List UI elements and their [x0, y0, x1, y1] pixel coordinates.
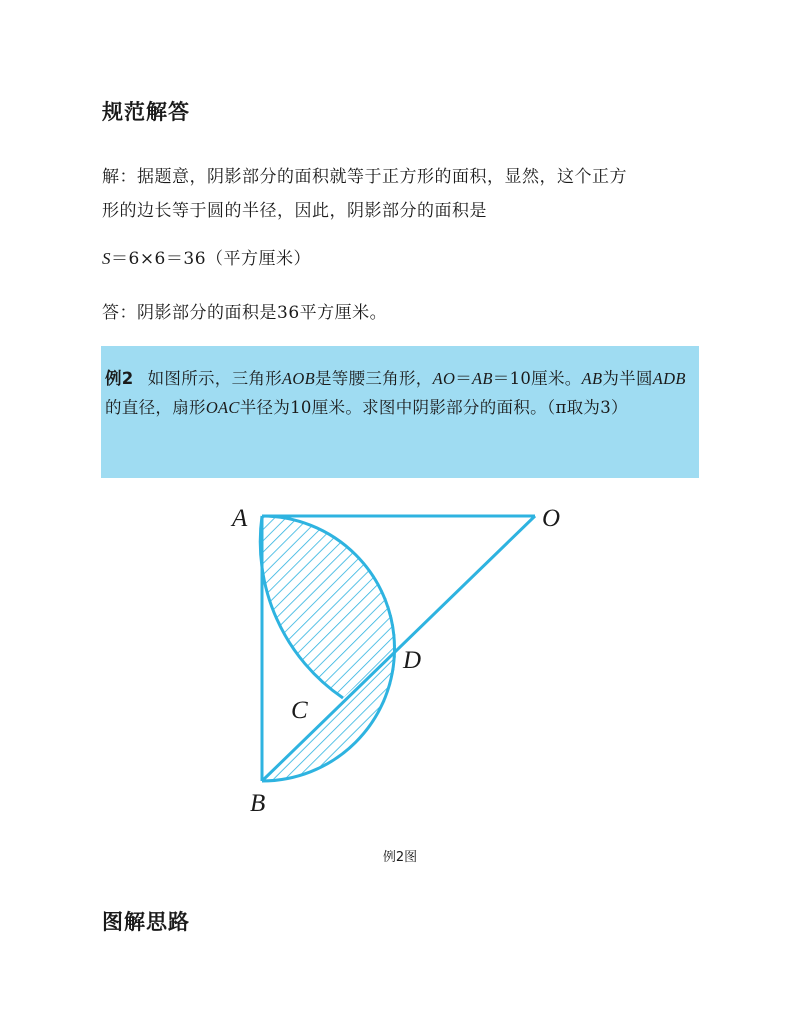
formula-expression: ＝6×6＝36（平方厘米） [111, 249, 312, 269]
section-heading-answer: 规范解答 [102, 100, 190, 124]
label-B: B [250, 790, 266, 817]
example-text-2: 是等腰三角形， [314, 369, 433, 388]
example-var-6: OAC [205, 398, 240, 417]
solution-line-1: 解：据题意，阴影部分的面积就等于正方形的面积，显然，这个正方 [102, 167, 627, 187]
figure-caption: 例2图 [382, 850, 418, 865]
example-text-1: 如图所示，三角形 [147, 369, 282, 388]
example-var-1: AOB [282, 369, 315, 388]
example-text-5: 为半圆 [602, 369, 653, 388]
label-O: O [542, 505, 561, 532]
example-var-4: AB [581, 369, 603, 388]
example-text-3: ＝ [455, 369, 473, 388]
section-heading-thinking: 图解思路 [102, 910, 190, 934]
example-text-4: ＝10厘米。 [492, 369, 582, 388]
formula-variable: S [102, 249, 111, 268]
answer-line: 答：阴影部分的面积是36平方厘米。 [102, 303, 388, 323]
label-D: D [403, 647, 422, 674]
example-label: 例2 [105, 369, 134, 388]
example-var-3: AB [472, 369, 493, 388]
solution-line-2: 形的边长等于圆的半径，因此，阴影部分的面积是 [102, 201, 487, 221]
example-var-2: AO [432, 369, 456, 388]
example-var-5: ADB [652, 369, 686, 388]
label-C: C [291, 697, 308, 724]
example-text-7: 半径为10厘米。求图中阴影部分的面积。（π取为3） [239, 398, 628, 417]
example-text-6: 的直径，扇形 [105, 398, 206, 417]
label-A: A [232, 505, 248, 532]
